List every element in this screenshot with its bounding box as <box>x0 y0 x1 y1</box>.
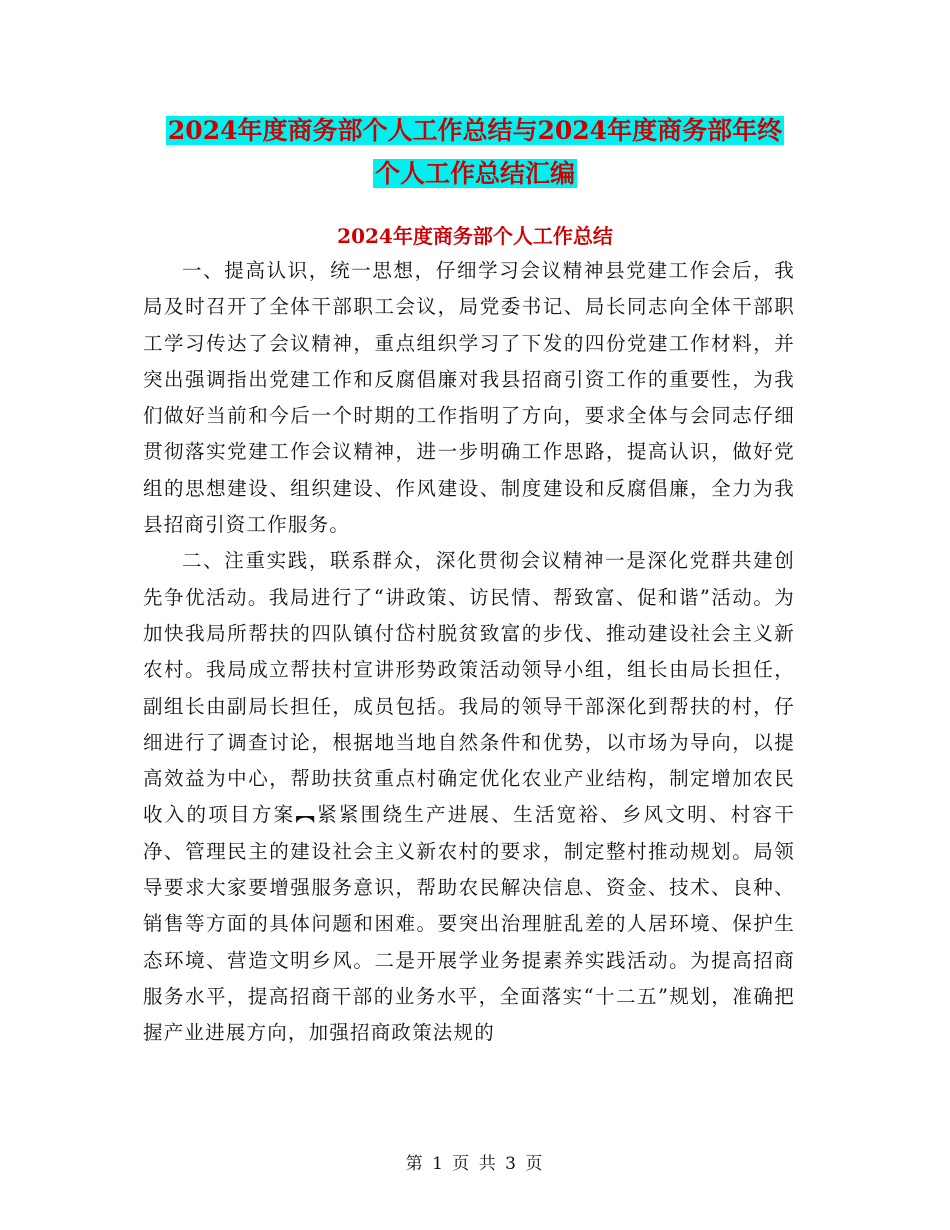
document-body <box>143 253 795 1052</box>
document-title-line-2 <box>0 152 950 196</box>
paragraph-2: 二、注重实践，联系群众，深化贯彻会议精神一是深化党群共建创先争优活动。我局进行了“讲政策、访民情、帮致富、促和谐”活动。为加快我局所帮扶的四队镇付岱村脱贫致富的步伐、推动建设社会主义新农村。我局成立帮扶村宣讲形势政策活动领导小组，组长由局长担任，副组长由副局长担任，成员包括。我局的领导干部深化到帮扶的村，仔细进行了调查讨论，根据地当地自然条件和优势，以市场为导向，以提高效益为中心，帮助扶贫重点村确定优化农业产业结构，制定增加农民收入的项目方案︻紧紧围绕生产进展、生活宽裕、乡风文明、村容干净、管理民主的建设社会主义新农村的要求，制定整村推动规划。局领导要求大家要增强服务意识，帮助农民解决信息、资金、技术、良种、销售等方面的具体问题和困难。要突出治理脏乱差的人居环境、保护生态环境、营造文明乡风。二是开展学业务提素养实践活动。为提高招商服务水平，提高招商干部的业务水平，全面落实“十二五”规划，准确把握产业进展方向，加强招商政策法规的 <box>143 549 795 1045</box>
paragraph-1: 一、提高认识，统一思想，仔细学习会议精神县党建工作会后，我局及时召开了全体干部职工会议，局党委书记、局长同志向全体干部职工学习传达了会议精神，重点组织学习了下发的四份党建工作材料，并突出强调指出党建工作和反腐倡廉对我县招商引资工作的重要性，为我们做好当前和今后一个时期的工作指明了方向，要求全体与会同志仔细贯彻落实党建工作会议精神，进一步明确工作思路，提高认识，做好党组的思想建设、组织建设、作风建设、制度建设和反腐倡廉，全力为我县招商引资工作服务。 <box>143 259 795 537</box>
document-title-line-1-text: 2024年度商务部个人工作总结与2024年度商务部年终 <box>167 116 783 145</box>
document-title-line-1 <box>0 109 950 153</box>
section-title: 2024年度商务部个人工作总结 <box>337 224 613 248</box>
page-footer: 第 1 页 共 3 页 <box>405 1154 545 1174</box>
document-title-line-2-text: 个人工作总结汇编 <box>374 159 575 188</box>
